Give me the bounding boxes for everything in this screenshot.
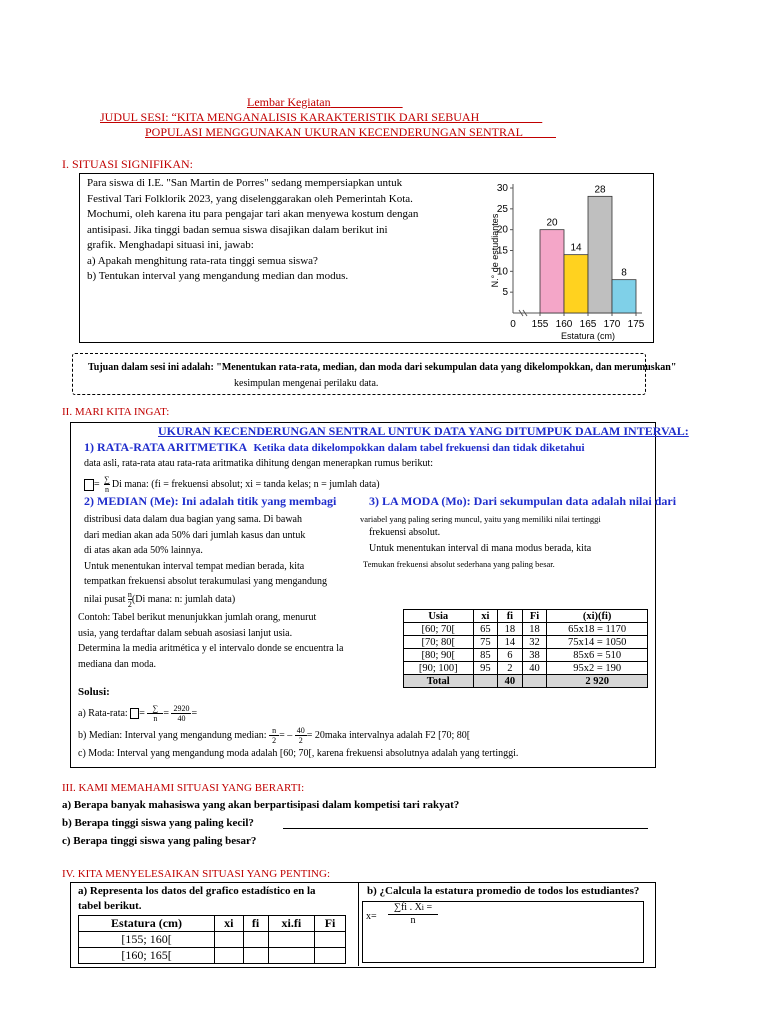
y-tick-label: 5 <box>502 287 508 299</box>
x-tick-label: 170 <box>603 319 621 330</box>
table-header: Usia <box>404 610 474 623</box>
solution-b: b) Median: Interval yang mengandung median: $\frac{n}{2}$ = – $\frac{40}{2}$ = 20maka intervalnya adalah F2 [70; 80[ <box>78 726 471 745</box>
table-header: xi <box>215 916 244 932</box>
histogram-bar <box>612 280 636 313</box>
table-cell-input[interactable] <box>215 932 244 948</box>
section3-heading: III. KAMI MEMAHAMI SITUASI YANG BERARTI: <box>62 782 305 794</box>
mode-title: 3) LA MODA (Mo): Dari sekumpulan data adalah nilai dari <box>369 494 677 508</box>
mode-line-small: variabel yang paling sering muncul, yaitu yang memiliki nilai tertinggi <box>360 514 601 524</box>
task-b: b) ¿Calcula la estatura promedio de todos los estudiantes? <box>367 885 640 897</box>
situation-line: Mochumi, oleh karena itu para pengajar tari akan menyewa kostum dengan <box>87 208 419 220</box>
table-cell: 85x6 = 510 <box>547 649 648 662</box>
histogram-bar <box>564 255 588 313</box>
y-tick-label: 15 <box>496 245 508 257</box>
example-line: mediana dan moda. <box>78 658 157 670</box>
table-cell: 65 <box>473 623 498 636</box>
table-header: fi <box>498 610 523 623</box>
histogram-bar <box>588 196 612 313</box>
table-cell: [90; 100] <box>404 662 474 675</box>
task-a-table <box>78 915 346 964</box>
table-cell: 95 <box>473 662 498 675</box>
table-cell: 40 <box>522 662 547 675</box>
x-bar-icon <box>84 479 94 491</box>
table-cell: 18 <box>498 623 523 636</box>
table-row <box>404 636 648 649</box>
table-header-row <box>79 916 346 932</box>
situation-line: Festival Tari Folklorik 2023, yang diselenggarakan oleh Pemerintah Kota. <box>87 192 413 205</box>
goal-line1: Tujuan dalam sesi ini adalah: "Menentukan rata-rata, median, dan moda dari sekumpulan data yang dikelompokkan, dan merumuskan" <box>88 362 677 373</box>
mean-formula: = ∑ n Di mana: (fi = frekuensi absolut; xi = tanda kelas; n = jumlah data) <box>84 475 380 494</box>
situation-line: a) Apakah menghitung rata-rata tinggi semua siswa? <box>87 254 318 267</box>
table-header: Fi <box>522 610 547 623</box>
example-line: usia, yang terdaftar dalam sebuah asosiasi lanjut usia. <box>78 627 293 639</box>
table-cell: [60; 70[ <box>404 623 474 636</box>
situation-line: antisipasi. Jika tinggi badan semua siswa disajikan dalam berikut ini <box>87 223 388 236</box>
table-cell: 65x18 = 1170 <box>547 623 648 636</box>
example-line: Contoh: Tabel berikut menunjukkan jumlah orang, menurut <box>78 612 317 623</box>
table-cell: 40 <box>498 675 523 688</box>
question-b: b) Berapa tinggi siswa yang paling kecil? <box>62 817 254 829</box>
table-cell: 14 <box>498 636 523 649</box>
x-bar-icon <box>130 708 139 719</box>
table-total-row <box>404 675 648 688</box>
y-axis-title: N.° de estudiantes <box>490 213 500 288</box>
solution-label: Solusi: <box>78 686 110 698</box>
table-cell <box>522 675 547 688</box>
table-cell: 75 <box>473 636 498 649</box>
table-cell-input[interactable] <box>243 948 268 964</box>
table-row <box>79 948 346 964</box>
x-tick-label: 0 <box>510 319 516 330</box>
table-cell: [80; 90[ <box>404 649 474 662</box>
height-histogram <box>478 178 648 342</box>
mean-line: data asli, rata-rata atau rata-rata aritmatika dihitung dengan menerapkan rumus berikut: <box>84 458 434 469</box>
table-cell-input[interactable] <box>268 932 315 948</box>
situation-line: b) Tentukan interval yang mengandung median dan modus. <box>87 270 349 282</box>
table-cell-input[interactable] <box>243 932 268 948</box>
example-line: Determina la media aritmética y el intervalo donde se encuentra la <box>78 643 344 654</box>
table-cell: 18 <box>522 623 547 636</box>
table-header: Estatura (cm) <box>79 916 215 932</box>
median-line: nilai pusat $\frac{n}{2}$ (Di mana: n: jumlah data) <box>84 589 236 609</box>
y-tick-label: 20 <box>496 224 508 236</box>
x-tick-label: 165 <box>579 319 597 330</box>
table-cell: 85 <box>473 649 498 662</box>
median-text <box>84 512 384 609</box>
task-a-line2: tabel berikut. <box>78 900 142 912</box>
section2-heading: II. MARI KITA INGAT: <box>62 406 170 418</box>
table-header: xi.fi <box>268 916 315 932</box>
remember-title: UKURAN KECENDERUNGAN SENTRAL UNTUK DATA YANG DITUMPUK DALAM INTERVAL: <box>158 424 689 438</box>
table-cell-input[interactable] <box>315 932 346 948</box>
mean-title: 1) RATA-RATA ARITMETIKA Ketika data dikelompokkan dalam tabel frekuensi dan tidak diketahui <box>84 440 585 454</box>
section1-heading: I. SITUASI SIGNIFIKAN: <box>62 157 193 171</box>
table-cell: 2 920 <box>547 675 648 688</box>
y-tick-label: 10 <box>496 266 508 278</box>
median-line: distribusi data dalam dua bagian yang sama. Di bawah <box>84 514 302 525</box>
table-cell: 38 <box>522 649 547 662</box>
resolve-divider <box>358 882 359 966</box>
mode-line-small: Temukan frekuensi absolut sederhana yang paling besar. <box>363 559 555 569</box>
mode-line: frekuensi absolut. <box>369 527 441 538</box>
table-header: xi <box>473 610 498 623</box>
table-row <box>79 932 346 948</box>
lembar-title: Lembar Kegiatan <box>247 95 331 109</box>
bar-value-label: 14 <box>570 242 582 254</box>
x-tick-label: 175 <box>627 319 645 330</box>
formula-fraction: ∑fi . Xi = n <box>388 902 438 927</box>
table-row <box>404 662 648 675</box>
bar-value-label: 28 <box>594 184 606 196</box>
table-cell: [160; 165[ <box>79 948 215 964</box>
solution-c: c) Moda: Interval yang mengandung moda adalah [60; 70[, karena frekuensi absolutnya adalah yang tertinggi. <box>78 748 519 759</box>
y-tick-label: 25 <box>496 203 508 215</box>
section4-heading: IV. KITA MENYELESAIKAN SITUASI YANG PENTING: <box>62 868 330 880</box>
median-line: di atas akan ada 50% lainnya. <box>84 545 203 556</box>
table-cell-input[interactable] <box>215 948 244 964</box>
situation-text <box>87 176 492 285</box>
bar-value-label: 8 <box>621 267 627 279</box>
table-cell <box>473 675 498 688</box>
table-cell: 6 <box>498 649 523 662</box>
table-cell: 75x14 = 1050 <box>547 636 648 649</box>
table-cell: 32 <box>522 636 547 649</box>
mode-line: Untuk menentukan interval di mana modus berada, kita <box>369 543 592 554</box>
table-cell: 2 <box>498 662 523 675</box>
y-tick-label: 30 <box>496 183 508 194</box>
session-title-line2: POPULASI MENGGUNAKAN UKURAN KECENDERUNGAN SENTRAL <box>145 125 523 139</box>
situation-line: grafik. Menghadapi situasi ini, jawab: <box>87 239 254 251</box>
table-cell: [70; 80[ <box>404 636 474 649</box>
table-cell: [155; 160[ <box>79 932 215 948</box>
median-line: tempatkan frekuensi absolut terakumulasi yang mengandung <box>84 576 327 587</box>
question-c: c) Berapa tinggi siswa yang paling besar? <box>62 835 257 847</box>
mean-formula-b: x= <box>366 911 377 922</box>
table-cell-input[interactable] <box>268 948 315 964</box>
example-table <box>403 609 648 688</box>
table-header-row <box>404 610 648 623</box>
task-a-line1: a) Representa los datos del grafico estadístico en la <box>78 885 316 897</box>
bar-value-label: 20 <box>546 217 558 229</box>
session-title-line1: JUDUL SESI: “KITA MENGANALISIS KARAKTERISTIK DARI SEBUAH <box>100 110 480 124</box>
solution-a: a) Rata-rata: = ∑ n = $\frac{2920}{40}$ = <box>78 704 198 723</box>
table-header: fi <box>243 916 268 932</box>
question-a: a) Berapa banyak mahasiswa yang akan berpartisipasi dalam kompetisi tari rakyat? <box>62 799 460 811</box>
median-line: dari median akan ada 50% dari jumlah kasus dan untuk <box>84 529 306 541</box>
histogram-bar <box>540 230 564 313</box>
table-row <box>404 623 648 636</box>
answer-line-b[interactable] <box>283 828 648 829</box>
example-text <box>78 610 408 672</box>
situation-line: Para siswa di I.E. "San Martin de Porres" sedang mempersiapkan untuk <box>87 177 403 189</box>
table-header: (xi)(fi) <box>547 610 648 623</box>
median-line: Untuk menentukan interval tempat median berada, kita <box>84 560 305 572</box>
table-row <box>404 649 648 662</box>
median-title: 2) MEDIAN (Me): Ini adalah titik yang membagi <box>84 494 337 508</box>
table-cell: Total <box>404 675 474 688</box>
x-tick-label: 160 <box>555 319 573 330</box>
table-header: Fi <box>315 916 346 932</box>
goal-line2: kesimpulan mengenai perilaku data. <box>234 378 379 389</box>
x-tick-label: 155 <box>531 319 549 330</box>
table-cell-input[interactable] <box>315 948 346 964</box>
table-cell: 95x2 = 190 <box>547 662 648 675</box>
x-axis-title: Estatura (cm) <box>560 331 616 341</box>
